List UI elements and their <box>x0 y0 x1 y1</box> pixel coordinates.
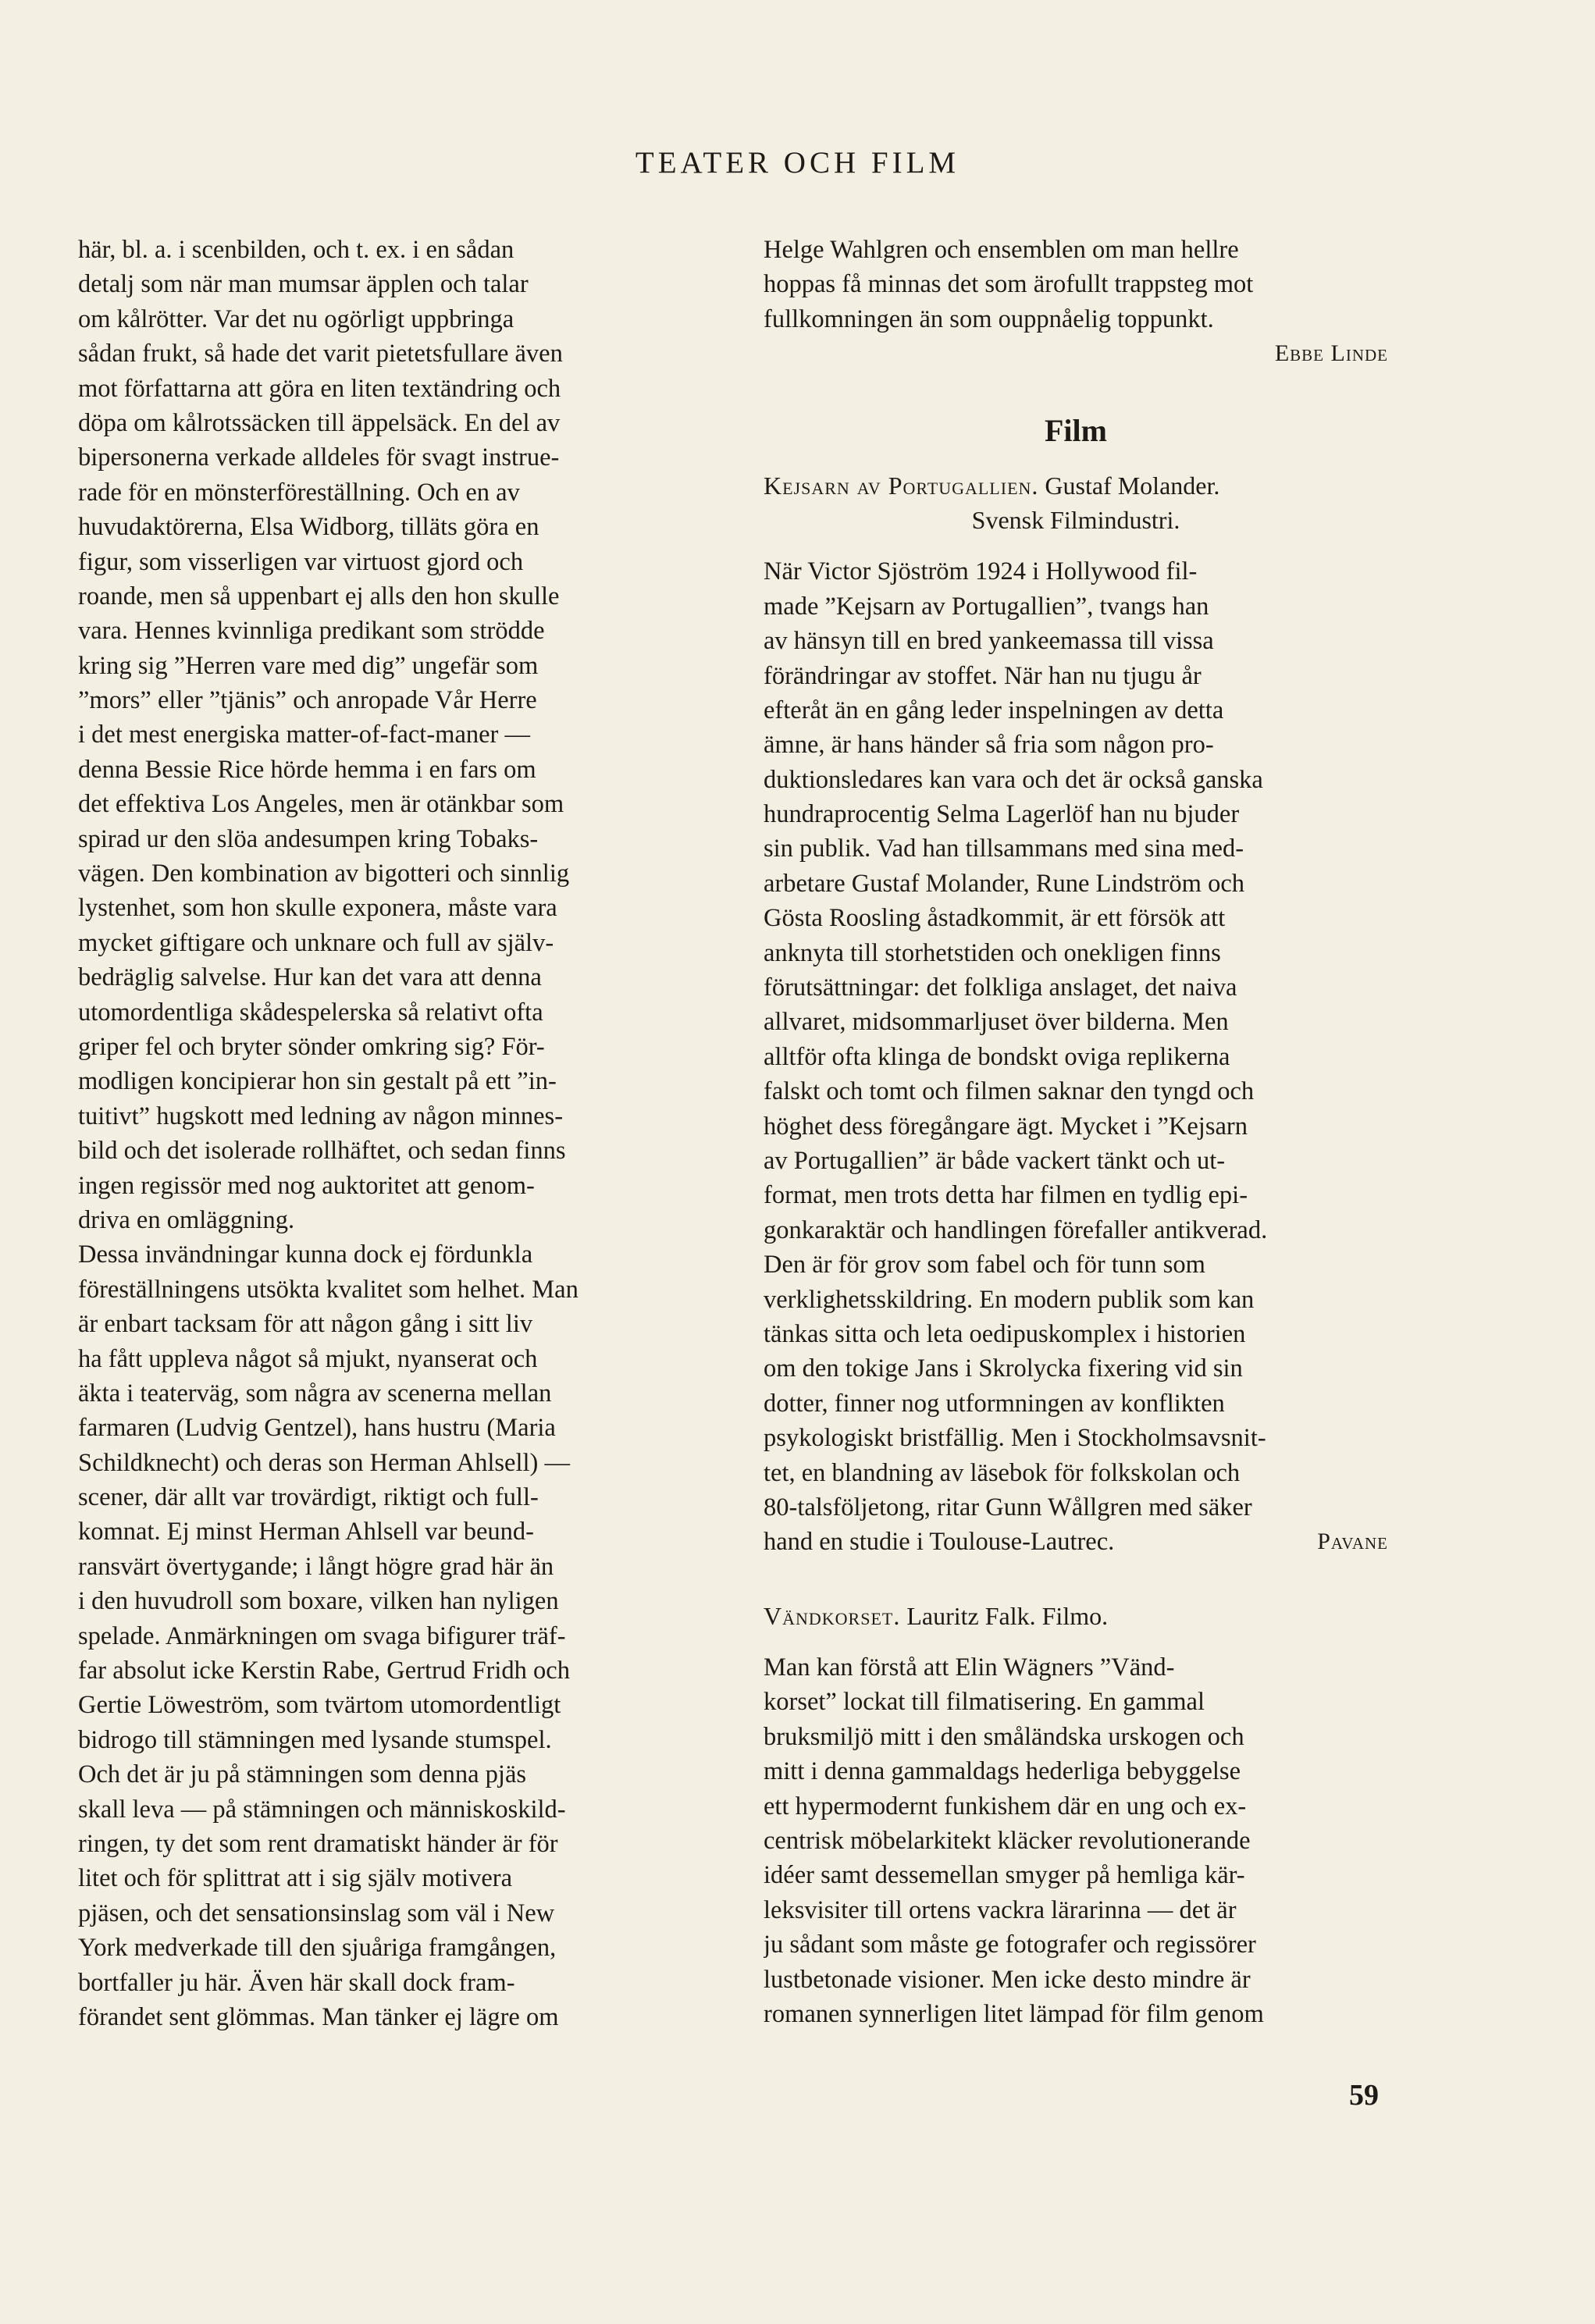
text-line: utomordentliga skådespelerska så relativt ofta <box>78 998 543 1027</box>
text-line: ju sådant som måste ge fotografer och regissörer <box>764 1931 1256 1959</box>
text-line: scener, där allt var trovärdigt, riktigt och full- <box>78 1483 539 1512</box>
text-line: farmaren (Ludvig Gentzel), hans hustru (Maria <box>78 1414 556 1443</box>
page-number: 59 <box>1349 2079 1379 2112</box>
text-line: York medverkade till den sjuåriga framgången, <box>78 1934 557 1963</box>
text-line: i den huvudroll som boxare, vilken han nyligen <box>78 1587 559 1616</box>
text-line: är enbart tacksam för att någon gång i sitt liv <box>78 1310 533 1339</box>
text-line: spirad ur den slöa andesumpen kring Tobaks- <box>78 824 539 853</box>
text-line: ”mors” eller ”tjänis” och anropade Vår Herre <box>78 686 537 715</box>
text-line: anknyta till storhetstiden och onekligen finns <box>764 938 1221 967</box>
text-line: hoppas få minnas det som ärofullt trappsteg mot <box>764 270 1254 299</box>
review2-title-line <box>764 1599 1388 1633</box>
text-line: vägen. Den kombination av bigotteri och sinnlig <box>78 859 570 888</box>
section-heading-film: Film <box>1045 412 1107 448</box>
running-head: TEATER OCH FILM <box>635 146 960 180</box>
review1-heading <box>764 468 1388 538</box>
text-line: bedräglig salvelse. Hur kan det vara att denna <box>78 963 542 992</box>
text-line: detalj som när man mumsar äpplen och talar <box>78 270 529 299</box>
text-line: figur, som visserligen var virtuost gjord och <box>78 547 524 576</box>
text-line: fullkomningen än som ouppnåelig toppunkt. <box>764 304 1214 333</box>
text-line: bidrogo till stämningen med lysande stumspel. <box>78 1725 552 1754</box>
text-line: Schildknecht) och deras son Herman Ahlsell) — <box>78 1448 570 1477</box>
review1-last-line <box>764 1525 1388 1559</box>
intro-signature: Ebbe Linde <box>1274 340 1388 367</box>
text-line: bild och det isolerade rollhäftet, och sedan finns <box>78 1137 566 1166</box>
text-line: det effektiva Los Angeles, men är otänkbar som <box>78 790 564 819</box>
text-line: falskt och tomt och filmen saknar den tyngd och <box>764 1077 1255 1106</box>
review1-credits: Gustaf Molander. <box>1045 471 1220 500</box>
text-line: romanen synnerligen litet lämpad för film genom <box>764 1999 1264 2028</box>
review2-heading <box>764 1599 1388 1633</box>
text-line: vara. Hennes kvinnliga predikant som strödde <box>78 617 545 646</box>
text-line: ringen, ty det som rent dramatiskt händer är för <box>78 1829 558 1858</box>
text-line: sin publik. Vad han tillsammans med sina med- <box>764 835 1244 863</box>
text-line: format, men trots detta har filmen en tydlig epi- <box>764 1181 1248 1210</box>
review1-title: Kejsarn av Portugallien. <box>764 471 1039 500</box>
text-line: huvudaktörerna, Elsa Widborg, tilläts göra en <box>78 513 539 542</box>
text-line: centrisk möbelarkitekt kläcker revolutionerande <box>764 1827 1251 1856</box>
review1-last-text: hand en studie i Toulouse-Lautrec. <box>764 1528 1115 1557</box>
text-line: driva en omläggning. <box>78 1205 295 1234</box>
review1-body <box>764 554 1388 1525</box>
review1-title-line <box>764 468 1388 503</box>
text-line: Och det är ju på stämningen som denna pjäs <box>78 1760 527 1789</box>
text-line: mot författarna att göra en liten textändring och <box>78 374 561 403</box>
text-line: ha fått uppleva något så mjukt, nyanserat och <box>78 1344 538 1373</box>
text-line: idéer samt dessemellan smyger på hemliga kär- <box>764 1861 1245 1890</box>
text-line: ingen regissör med nog auktoritet att genom- <box>78 1171 535 1200</box>
review1-signature: Pavane <box>1317 1529 1388 1555</box>
text-line: dotter, finner nog utformningen av konflikten <box>764 1389 1225 1418</box>
text-line: förutsättningar: det folkliga anslaget, det naiva <box>764 973 1237 1002</box>
text-line: rade för en mönsterföreställning. Och en av <box>78 478 520 507</box>
text-line: Den är för grov som fabel och för tunn som <box>764 1251 1205 1279</box>
text-line: Helge Wahlgren och ensemblen om man hellre <box>764 236 1239 264</box>
text-line: spelade. Anmärkningen om svaga bifigurer träf- <box>78 1621 566 1650</box>
text-line: kring sig ”Herren vare med dig” ungefär som <box>78 651 539 680</box>
text-line: föreställningens utsökta kvalitet som helhet. Man <box>78 1275 579 1304</box>
text-line: hundraprocentig Selma Lagerlöf han nu bjuder <box>764 800 1240 829</box>
text-line: ett hypermodernt funkishem där en ung och ex- <box>764 1792 1247 1820</box>
text-line: alltför ofta klinga de bondskt oviga replikerna <box>764 1042 1230 1071</box>
text-line: duktionsledares kan vara och det är också ganska <box>764 765 1263 794</box>
text-line: skall leva — på stämningen och människoskild- <box>78 1795 566 1824</box>
text-line: leksvisiter till ortens vackra lärarinna — det är <box>764 1895 1237 1924</box>
text-line: bruksmiljö mitt i den småländska urskogen och <box>764 1722 1244 1751</box>
text-line: tet, en blandning av läsebok för folkskolan och <box>764 1458 1241 1487</box>
text-line: förändringar av stoffet. När han nu tjugu år <box>764 661 1202 690</box>
text-line: sådan frukt, så hade det varit pietetsfullare även <box>78 340 563 368</box>
text-line: om kålrötter. Var det nu ogörligt uppbringa <box>78 304 514 333</box>
text-line: av hänsyn till en bred yankeemassa till vissa <box>764 627 1214 656</box>
text-line: äkta i teaterväg, som några av scenerna mellan <box>78 1379 552 1408</box>
text-line: made ”Kejsarn av Portugallien”, tvangs han <box>764 592 1209 621</box>
text-line: lustbetonade visioner. Men icke desto mindre är <box>764 1965 1251 1994</box>
text-line: mycket giftigare och unknare och full av själv- <box>78 928 554 957</box>
text-line: arbetare Gustaf Molander, Rune Lindström och <box>764 869 1245 898</box>
text-line: efteråt än en gång leder inspelningen av detta <box>764 696 1224 724</box>
text-line: döpa om kålrotssäcken till äppelsäck. En del av <box>78 408 561 437</box>
text-line: verklighetsskildring. En modern publik som kan <box>764 1285 1255 1314</box>
text-line: Dessa invändningar kunna dock ej fördunkla <box>78 1240 533 1269</box>
text-line: bortfaller ju här. Även här skall dock fram- <box>78 1968 515 1997</box>
text-line: Gösta Roosling åstadkommit, är ett försök att <box>764 904 1226 933</box>
text-line: modligen koncipierar hon sin gestalt på ett ”in- <box>78 1067 557 1096</box>
review1-company: Svensk Filmindustri. <box>971 505 1180 534</box>
text-line: Man kan förstå att Elin Wägners ”Vänd- <box>764 1653 1175 1682</box>
text-line: allvaret, midsommarljuset över bilderna. Men <box>764 1008 1229 1037</box>
text-line: pjäsen, och det sensationsinslag som väl i New <box>78 1899 555 1927</box>
text-line: ämne, är hans händer så fria som någon pro- <box>764 731 1214 760</box>
text-line: bipersonerna verkade alldeles för svagt instrue- <box>78 443 560 472</box>
text-line: 80-talsföljetong, ritar Gunn Wållgren med säker <box>764 1493 1252 1521</box>
text-line: korset” lockat till filmatisering. En gammal <box>764 1688 1205 1717</box>
review2-credits: Lauritz Falk. Filmo. <box>906 1601 1109 1630</box>
text-line: Gertie Löweström, som tvärtom utomordentligt <box>78 1691 561 1720</box>
text-line: här, bl. a. i scenbilden, och t. ex. i en sådan <box>78 236 514 264</box>
text-line: roande, men så uppenbart ej alls den hon skulle <box>78 582 560 610</box>
text-line: i det mest energiska matter-of-fact-maner — <box>78 721 530 749</box>
text-line: griper fel och bryter sönder omkring sig? För- <box>78 1032 545 1061</box>
text-line: tuitivt” hugskott med ledning av någon minnes- <box>78 1101 564 1130</box>
text-line: mitt i denna gammaldags hederliga bebyggelse <box>764 1757 1241 1786</box>
intro-paragraph <box>764 233 1388 336</box>
text-line: gonkaraktär och handlingen förefaller antikverad. <box>764 1215 1268 1244</box>
text-line: tänkas sitta och leta oedipuskomplex i historien <box>764 1319 1246 1348</box>
text-line: far absolut icke Kerstin Rabe, Gertrud Fridh och <box>78 1657 570 1685</box>
review2-body <box>764 1650 1388 2031</box>
left-column <box>78 233 812 2034</box>
text-line: om den tokige Jans i Skrolycka fixering vid sin <box>764 1354 1243 1383</box>
text-line: denna Bessie Rice hörde hemma i en fars om <box>78 755 536 784</box>
text-line: psykologiskt bristfällig. Men i Stockholmsavsnit- <box>764 1424 1266 1453</box>
text-line: av Portugallien” är både vackert tänkt och ut- <box>764 1146 1226 1175</box>
text-line: höghet dess föregångare ägt. Mycket i ”Kejsarn <box>764 1112 1248 1141</box>
text-line: litet och för splittrat att i sig själv motivera <box>78 1864 512 1893</box>
text-line: komnat. Ej minst Herman Ahlsell var beund- <box>78 1518 534 1546</box>
right-column <box>764 233 1388 2031</box>
text-line: lystenhet, som hon skulle exponera, måste vara <box>78 894 557 923</box>
text-line: förandet sent glömmas. Man tänker ej lägre om <box>78 2002 559 2031</box>
text-line: ransvärt övertygande; i långt högre grad här än <box>78 1552 554 1581</box>
review2-title: Vändkorset. <box>764 1601 901 1630</box>
text-line: När Victor Sjöström 1924 i Hollywood fil- <box>764 557 1198 586</box>
